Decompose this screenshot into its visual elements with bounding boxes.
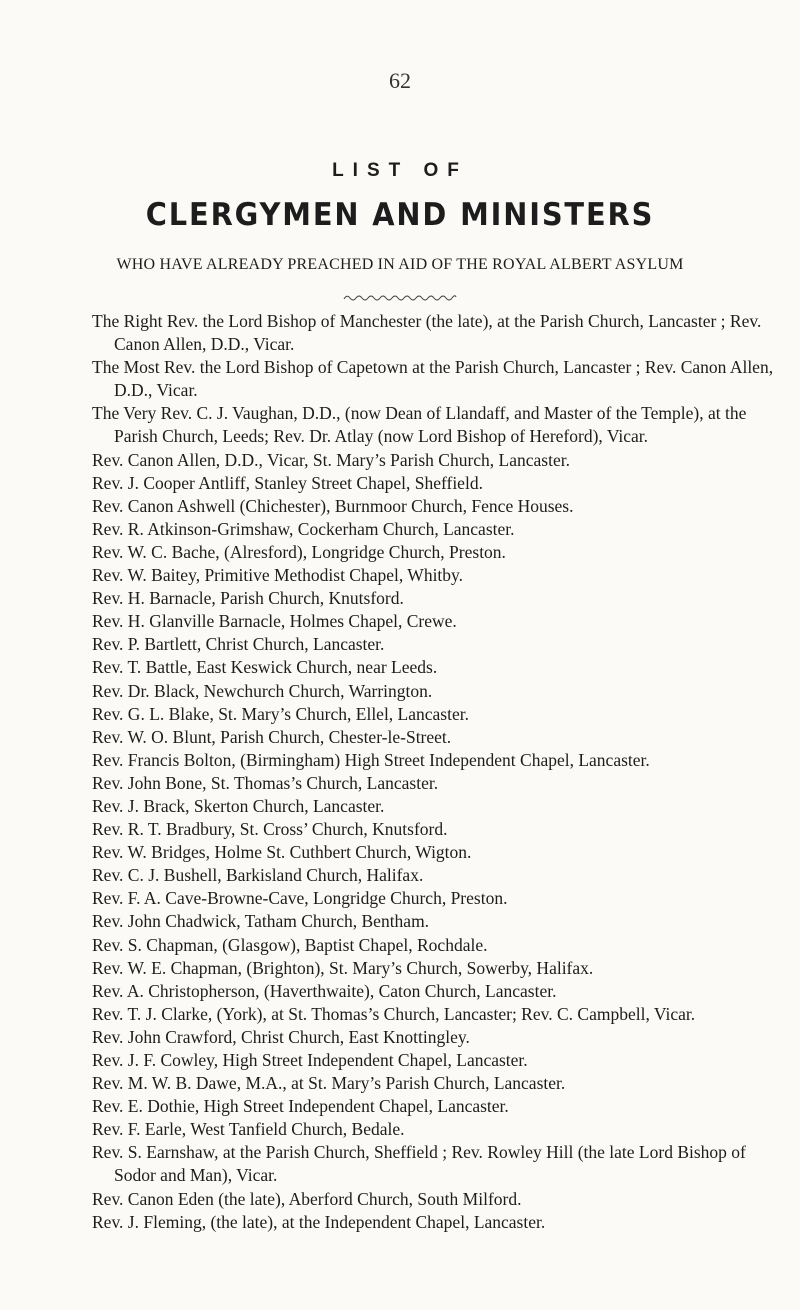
list-item: Rev. E. Dothie, High Street Independent Chapel, Lancaster. bbox=[92, 1096, 509, 1117]
list-item: Rev. S. Chapman, (Glasgow), Baptist Chapel, Rochdale. bbox=[92, 934, 488, 955]
list-item: Rev. Canon Eden (the late), Aberford Church, South Milford. bbox=[92, 1188, 522, 1209]
list-item: The Right Rev. the Lord Bishop of Manchester (the late), at the Parish Church, Lancaster ; Rev. Canon Allen, D.D., Vicar. bbox=[92, 311, 762, 355]
list-item: Rev. A. Christopherson, (Haverthwaite), Caton Church, Lancaster. bbox=[92, 980, 557, 1001]
list-item: Rev. M. W. B. Dawe, M.A., at St. Mary’s Parish Church, Lancaster. bbox=[92, 1073, 566, 1094]
list-item: Rev. J. F. Cowley, High Street Independent Chapel, Lancaster. bbox=[92, 1050, 528, 1070]
list-item: Rev. R. T. Bradbury, St. Cross’ Church, Knutsford. bbox=[92, 819, 448, 840]
list-item: Rev. J. Cooper Antliff, Stanley Street Chapel, Sheffield. bbox=[92, 472, 483, 493]
list-of-heading: LIST OF bbox=[332, 160, 468, 181]
wavy-divider bbox=[342, 292, 458, 302]
list-item: Rev. Francis Bolton, (Birmingham) High Street Independent Chapel, Lancaster. bbox=[92, 749, 650, 770]
list-item: Rev. J. Fleming, (the late), at the Independent Chapel, Lancaster. bbox=[92, 1211, 546, 1232]
list-item: Rev. S. Earnshaw, at the Parish Church, Sheffield ; Rev. Rowley Hill (the late Lord Bishop of Sodor and Man), Vicar. bbox=[92, 1142, 746, 1186]
list-item: Rev. F. A. Cave-Browne-Cave, Longridge Church, Preston. bbox=[92, 888, 508, 909]
list-item: Rev. G. L. Blake, St. Mary’s Church, Ellel, Lancaster. bbox=[92, 703, 469, 724]
list-item: Rev. W. E. Chapman, (Brighton), St. Mary’s Church, Sowerby, Halifax. bbox=[92, 957, 594, 978]
list-item: Rev. Canon Ashwell (Chichester), Burnmoor Church, Fence Houses. bbox=[92, 495, 574, 516]
list-item: Rev. Dr. Black, Newchurch Church, Warrington. bbox=[92, 680, 433, 701]
list-item: Rev. Canon Allen, D.D., Vicar, St. Mary’s Parish Church, Lancaster. bbox=[92, 449, 570, 470]
list-item: Rev. F. Earle, West Tanfield Church, Bedale. bbox=[92, 1119, 405, 1140]
list-item: Rev. T. J. Clarke, (York), at St. Thomas’s Church, Lancaster; Rev. C. Campbell, Vicar. bbox=[92, 1003, 696, 1024]
page-number: 62 bbox=[389, 68, 411, 93]
list-item: Rev. P. Bartlett, Christ Church, Lancaster. bbox=[92, 634, 385, 655]
list-item: The Very Rev. C. J. Vaughan, D.D., (now Dean of Llandaff, and Master of the Temple), at the Parish Church, Leeds; Rev. Dr. Atlay (now Lord Bishop of Hereford), Vicar. bbox=[92, 403, 747, 447]
clergy-list bbox=[92, 310, 782, 1234]
list-item: Rev. W. Baitey, Primitive Methodist Chapel, Whitby. bbox=[92, 565, 464, 586]
list-item: The Most Rev. the Lord Bishop of Capetown at the Parish Church, Lancaster ; Rev. Canon Allen, D.D., Vicar. bbox=[92, 357, 774, 401]
list-item: Rev. W. C. Bache, (Alresford), Longridge Church, Preston. bbox=[92, 541, 506, 562]
list-item: Rev. H. Glanville Barnacle, Holmes Chapel, Crewe. bbox=[92, 611, 457, 632]
list-item: Rev. W. Bridges, Holme St. Cuthbert Church, Wigton. bbox=[92, 842, 472, 863]
page-title: CLERGYMEN AND MINISTERS bbox=[145, 197, 655, 233]
list-item: Rev. T. Battle, East Keswick Church, near Leeds. bbox=[92, 657, 438, 678]
list-item: Rev. W. O. Blunt, Parish Church, Chester-le-Street. bbox=[92, 726, 452, 747]
list-item: Rev. J. Brack, Skerton Church, Lancaster. bbox=[92, 795, 385, 816]
list-item: Rev. John Crawford, Christ Church, East Knottingley. bbox=[92, 1026, 470, 1047]
list-item: Rev. H. Barnacle, Parish Church, Knutsford. bbox=[92, 588, 404, 609]
page-subtitle: WHO HAVE ALREADY PREACHED IN AID OF THE ROYAL ALBERT ASYLUM bbox=[116, 256, 684, 273]
list-item: Rev. R. Atkinson-Grimshaw, Cockerham Church, Lancaster. bbox=[92, 518, 515, 539]
list-item: Rev. C. J. Bushell, Barkisland Church, Halifax. bbox=[92, 865, 424, 886]
list-item: Rev. John Chadwick, Tatham Church, Bentham. bbox=[92, 911, 430, 932]
list-item: Rev. John Bone, St. Thomas’s Church, Lancaster. bbox=[92, 772, 439, 793]
